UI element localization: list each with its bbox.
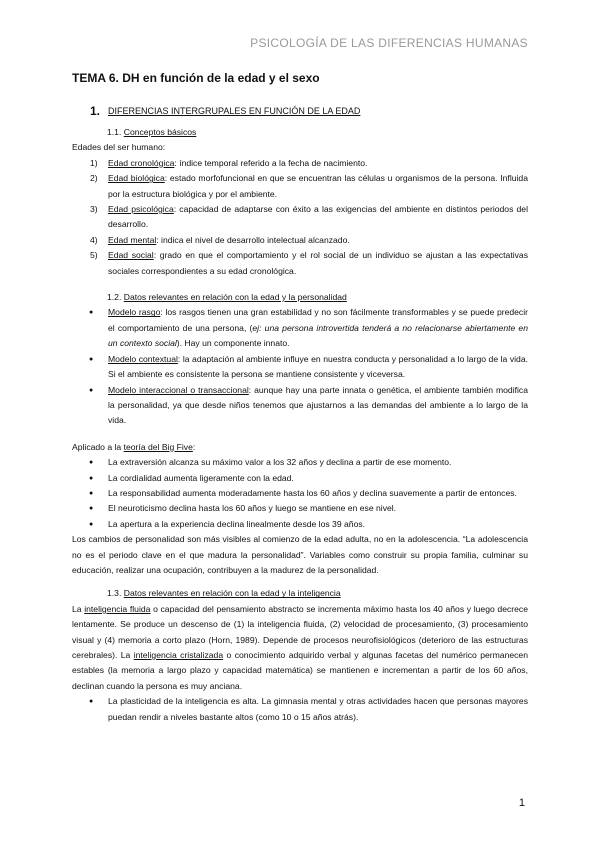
list-item-text: : indica el nivel de desarrollo intelectual alcanzado. [156,234,350,245]
list-item-term: Modelo rasgo [108,307,161,318]
list-item-text: : capacidad de adaptarse con éxito a las exigencias del ambiente en distintos periodos del desarrollo. [108,204,528,230]
subsection-1-3-title: Datos relevantes en relación con la edad y la inteligencia [123,588,341,599]
edades-list [72,156,528,279]
list-item [72,305,528,351]
list-item-term: Modelo contextual [108,353,178,364]
subsection-1-3-number: 1.3. [107,588,122,599]
list-item-number: 3) [90,204,98,215]
document-body [72,125,528,725]
list-item-term: Edad social [108,250,154,261]
bigfive-suffix: : [192,441,196,452]
running-header: PSICOLOGÍA DE LAS DIFERENCIAS HUMANAS [250,36,528,50]
list-item [72,383,528,429]
list-item [72,248,528,279]
subsection-1-1-number: 1.1. [107,127,122,137]
list-item-text: : estado morfofuncional en que se encuentran las células u organismos de la persona. Influida por la estructura biológica y por el ambiente. [108,173,528,199]
inteligencia-text-2: o capacidad del pensamiento abstracto se incrementa máximo hasta los 40 años y luego decrece lentamente. Se produce un descenso de (1) la inteligencia fluida, (2) velocidad de procesamiento, (3) procesamiento visual y (4) memoria a corto plazo (Horn, 1989). Depende de procesos neurofisiológicos (deterioro de las estructuras cerebrales). La [72,603,528,660]
list-item-text: : índice temporal referido a la fecha de nacimiento. [174,157,368,168]
bigfive-list [72,455,528,532]
subsection-1-2 [72,290,528,305]
list-item: ● La apertura a la experiencia declina linealmente desde los 39 años. [72,517,528,532]
list-item [72,352,528,383]
list-item [72,233,528,248]
list-item-term: Edad biológica [108,173,165,184]
list-item-text: : los rasgos tienen una gran estabilidad y no son fácilmente transformables y se puede predecir el comportamiento de una persona, ( [108,307,528,333]
bigfive-theory: teoría del Big Five [123,441,193,452]
subsection-1-1-title: Conceptos básicos [123,127,197,137]
plasticidad-list [72,694,528,725]
list-item: ● El neuroticismo declina hasta los 60 años y luego se mantiene en ese nivel. [72,501,528,516]
section-1-title: DIFERENCIAS INTERGRUPALES EN FUNCIÓN DE LA EDAD [108,106,361,116]
bigfive-intro [72,440,528,455]
edades-intro: Edades del ser humano: [72,142,166,153]
subsection-1-2-number: 1.2. [107,292,122,303]
list-item-number: 4) [90,234,98,245]
inteligencia-text-3: o conocimiento adquirido verbal y algunas facetas del numérico permanecen estables (la memoria a largo plazo y capacidad matemática) se mantienen e incrementan a partir de los 60 años, declinan cuando la persona es muy anciana. [72,650,528,691]
list-item [72,156,528,171]
list-item-text-end: ). Hay un componente innato. [176,338,290,349]
list-item-example: ej: una persona introvertida tenderá a no relacionarse abiertamente en un contexto social [108,322,528,349]
modelos-list [72,305,528,428]
list-item-text: : la adaptación al ambiente influye en nuestra conducta y personalidad a lo largo de la vida. Si el ambiente es consistente la persona se mantiene consistente y viceversa. [108,353,528,380]
list-item: ● La plasticidad de la inteligencia es alta. La gimnasia mental y otras actividades hacen que personas mayores puedan rendir a niveles bastante altos (como 10 o 15 años atrás). [72,694,528,725]
list-item [72,202,528,233]
list-item-term: Edad psicológica [108,204,174,215]
list-item: ● La cordialidad aumenta ligeramente con la edad. [72,471,528,486]
page-number: 1 [518,797,525,809]
spacer [72,429,528,440]
inteligencia-fluida-term: inteligencia fluida [84,603,151,614]
list-item-term: Edad cronológica [108,157,175,168]
subsection-1-2-title: Datos relevantes en relación con la edad y la personalidad [123,292,347,303]
inteligencia-text-1: La [72,603,85,614]
cambios-paragraph: Los cambios de personalidad son más visibles al comienzo de la edad adulta, no en la adolescencia. “La adolescencia no es el periodo clave en el que madura la personalidad”. Variables como construir su propia familia, culminar su educación, realizar una ocupación, contribuyen a la madurez de la personalidad. [72,534,528,575]
list-item-number: 1) [90,157,98,168]
bigfive-prefix: Aplicado a la [72,441,124,452]
list-item-number: 2) [90,173,98,184]
list-item: ● La responsabilidad aumenta moderadamente hasta los 60 años y declina suavemente a partir de entonces. [72,486,528,501]
list-item-text: : grado en que el comportamiento y el rol social de un individuo se ajustan a las expectativas sociales correspondientes a su edad cronológica. [108,250,528,276]
list-item-text: : aunque hay una parte innata o genética, el ambiente también modifica la personalidad, ya que desde niños tenemos que ajustarnos a las demandas del ambiente a lo largo de la vida. [108,384,528,426]
list-item-term: Modelo interaccional o transaccional [108,384,249,395]
document-title: TEMA 6. DH en función de la edad y el sexo [72,71,320,85]
list-item-number: 5) [90,250,98,261]
list-item: ● La extraversión alcanza su máximo valor a los 32 años y declina a partir de ese momento. [72,455,528,470]
list-item [72,171,528,202]
inteligencia-paragraph [72,602,528,694]
section-1-number: 1. [90,104,101,118]
spacer [72,279,528,290]
subsection-1-3 [72,586,528,601]
inteligencia-cristalizada-term: inteligencia cristalizada [133,650,224,660]
spacer [72,578,528,586]
list-item-term: Edad mental [108,234,157,245]
subsection-1-1 [72,125,528,140]
